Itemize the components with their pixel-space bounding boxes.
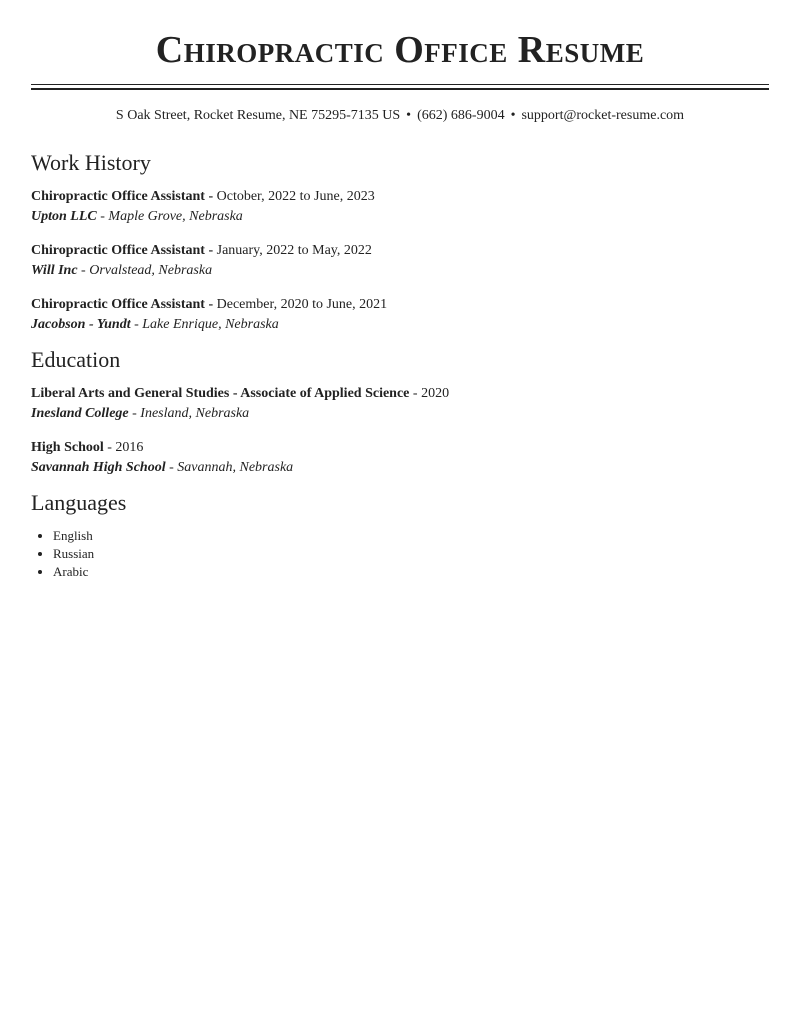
job-location: Lake Enrique, Nebraska	[142, 317, 279, 332]
languages-list	[31, 527, 769, 581]
resume-page	[31, 0, 769, 581]
contact-phone: (662) 686-9004	[417, 108, 505, 123]
work-entry	[31, 187, 769, 227]
job-dates: October, 2022 to June, 2023	[216, 189, 375, 204]
dash-separator: -	[103, 440, 116, 455]
work-entry-company-line	[31, 315, 769, 335]
education-entry-title-line	[31, 384, 769, 404]
title-divider-thick	[31, 88, 769, 90]
school-name: Savannah High School	[31, 460, 166, 475]
company-name: Will Inc	[31, 263, 78, 278]
languages-heading: Languages	[31, 490, 127, 515]
education-entry-title-line	[31, 438, 769, 458]
dash-separator: -	[96, 209, 109, 224]
dash-separator: -	[409, 386, 422, 401]
education-entry-school-line	[31, 458, 769, 478]
work-entry-title-line	[31, 295, 769, 315]
work-entry	[31, 241, 769, 281]
contact-email: support@rocket-resume.com	[521, 108, 685, 123]
school-location: Inesland, Nebraska	[140, 406, 250, 421]
resume-title: Chiropractic Office Resume	[155, 29, 645, 71]
work-history-heading: Work History	[31, 150, 151, 175]
education-entry	[31, 438, 769, 478]
dash-separator: -	[128, 406, 141, 421]
work-entry-title-line	[31, 241, 769, 261]
title-divider-thin	[31, 84, 769, 85]
job-role: Chiropractic Office Assistant	[31, 243, 205, 258]
contact-separator: •	[406, 108, 412, 123]
dash-separator: -	[204, 243, 217, 258]
degree-name: High School	[31, 440, 104, 455]
school-name: Inesland College	[31, 406, 129, 421]
dash-separator: -	[77, 263, 90, 278]
job-location: Maple Grove, Nebraska	[108, 209, 243, 224]
job-role: Chiropractic Office Assistant	[31, 189, 205, 204]
company-name: Jacobson - Yundt	[31, 317, 131, 332]
contact-address: S Oak Street, Rocket Resume, NE 75295-7135 US	[115, 108, 401, 123]
work-entry-company-line	[31, 261, 769, 281]
work-entry	[31, 295, 769, 335]
education-heading: Education	[31, 347, 121, 372]
degree-name: Liberal Arts and General Studies - Associate of Applied Science	[31, 386, 410, 401]
school-location: Savannah, Nebraska	[177, 460, 294, 475]
dash-separator: -	[204, 297, 217, 312]
job-role: Chiropractic Office Assistant	[31, 297, 205, 312]
contact-separator: •	[510, 108, 516, 123]
work-entry-company-line	[31, 207, 769, 227]
graduation-year: 2016	[115, 440, 144, 455]
graduation-year: 2020	[421, 386, 450, 401]
job-location: Orvalstead, Nebraska	[89, 263, 213, 278]
job-dates: December, 2020 to June, 2021	[216, 297, 388, 312]
work-entry-title-line	[31, 187, 769, 207]
dash-separator: -	[130, 317, 143, 332]
company-name: Upton LLC	[31, 209, 97, 224]
dash-separator: -	[204, 189, 217, 204]
contact-line	[31, 106, 769, 126]
language-item: • Arabic	[53, 563, 769, 581]
language-item: • English	[53, 527, 769, 545]
language-item: • Russian	[53, 545, 769, 563]
job-dates: January, 2022 to May, 2022	[216, 243, 372, 258]
education-entry	[31, 384, 769, 424]
dash-separator: -	[165, 460, 178, 475]
education-entry-school-line	[31, 404, 769, 424]
